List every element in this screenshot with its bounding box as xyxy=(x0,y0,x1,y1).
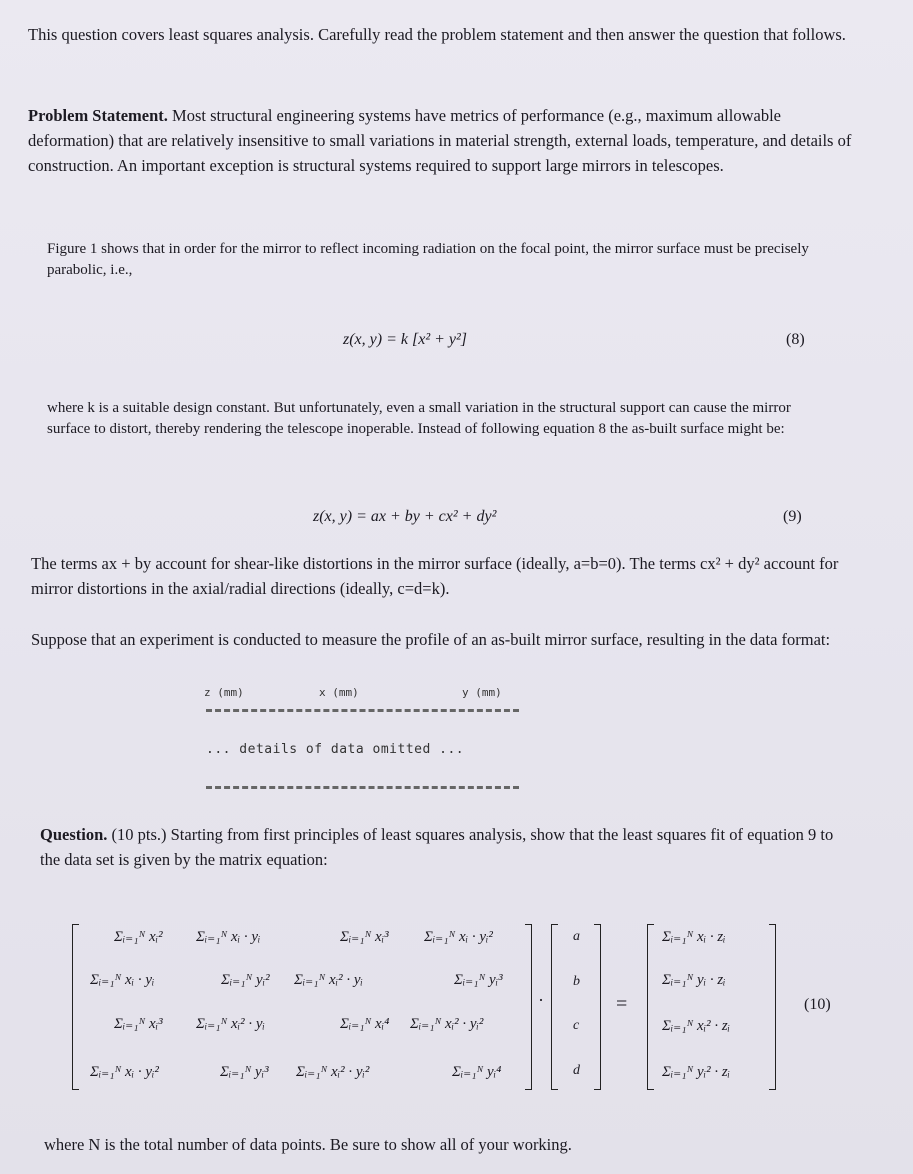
data-rule-top xyxy=(206,709,519,712)
data-col-x: x (mm) xyxy=(319,686,359,699)
footer-paragraph: where N is the total number of data points. Be sure to show all of your working. xyxy=(44,1135,572,1154)
rhs-cell: Σᵢ₌₁ᴺ xᵢ² · zᵢ xyxy=(662,1018,731,1034)
matrix-cell: Σᵢ₌₁ᴺ xᵢ⁴ xyxy=(340,1016,390,1032)
matrix-cell: Σᵢ₌₁ᴺ xᵢ · yᵢ² xyxy=(424,929,493,945)
unknown-b: b xyxy=(573,974,580,989)
equation-8: z(x, y) = k [x² + y²] xyxy=(343,331,468,348)
matrix-cell: Σᵢ₌₁ᴺ yᵢ⁴ xyxy=(452,1064,502,1080)
rhs-right-bracket xyxy=(769,924,776,1090)
matrix-cell: Σᵢ₌₁ᴺ xᵢ² · yᵢ² xyxy=(296,1064,370,1080)
problem-text: Most structural engineering systems have metrics of performance (e.g., maximum allowable deformation) that are relatively insensitive to small variations in material strength, external loads, temperature, and details of construction. An important exception is structural systems required to support large mirrors in telescopes. xyxy=(28,106,852,175)
equation-9-number: (9) xyxy=(783,508,802,525)
matrix-cell: Σᵢ₌₁ᴺ xᵢ² · yᵢ xyxy=(196,1016,265,1032)
matrix-cell: Σᵢ₌₁ᴺ yᵢ² xyxy=(221,972,270,988)
matrix-cell: Σᵢ₌₁ᴺ xᵢ² · yᵢ² xyxy=(410,1016,484,1032)
multiply-dot: · xyxy=(538,990,544,1010)
matrix-cell: Σᵢ₌₁ᴺ xᵢ · yᵢ² xyxy=(90,1064,159,1080)
rhs-left-bracket xyxy=(647,924,654,1090)
vector-left-bracket xyxy=(551,924,558,1090)
matrix-cell: Σᵢ₌₁ᴺ yᵢ³ xyxy=(454,972,503,988)
problem-label: Problem Statement. xyxy=(28,106,168,125)
equation-10-number: (10) xyxy=(804,996,831,1013)
vector-right-bracket xyxy=(594,924,601,1090)
matrix-cell: Σᵢ₌₁ᴺ xᵢ · yᵢ xyxy=(196,929,261,945)
intro-paragraph: This question covers least squares analysis. Carefully read the problem statement and then answer the question that follows. xyxy=(28,25,846,44)
unknown-d: d xyxy=(573,1063,580,1078)
figure-paragraph: Figure 1 shows that in order for the mirror to reflect incoming radiation on the focal point, the mirror surface must be precisely parabolic, i.e., xyxy=(47,241,809,278)
matrix-cell: Σᵢ₌₁ᴺ xᵢ² · yᵢ xyxy=(294,972,363,988)
data-col-y: y (mm) xyxy=(462,686,502,699)
equation-8-number: (8) xyxy=(786,331,805,348)
rhs-cell: Σᵢ₌₁ᴺ yᵢ · zᵢ xyxy=(662,972,726,988)
terms-paragraph: The terms ax + by account for shear-like distortions in the mirror surface (ideally, a=b=0). The terms cx² + dy² account for mirror distortions in the axial/radial directions (ideally, c=d=k). xyxy=(31,554,839,598)
rhs-cell: Σᵢ₌₁ᴺ xᵢ · zᵢ xyxy=(662,929,726,945)
unknown-a: a xyxy=(573,929,580,944)
question-text: (10 pts.) Starting from first principles of least squares analysis, show that the least squares fit of equation 9 to the data set is given by the matrix equation: xyxy=(40,825,834,869)
matrix-left-bracket xyxy=(72,924,79,1090)
matrix-cell: Σᵢ₌₁ᴺ xᵢ² xyxy=(114,929,163,945)
matrix-right-bracket xyxy=(525,924,532,1090)
suppose-paragraph: Suppose that an experiment is conducted to measure the profile of an as-built mirror surface, resulting in the data format: xyxy=(31,630,831,649)
matrix-cell: Σᵢ₌₁ᴺ xᵢ · yᵢ xyxy=(90,972,155,988)
question-paragraph xyxy=(40,822,850,872)
data-omitted: ... details of data omitted ... xyxy=(206,742,465,757)
matrix-cell: Σᵢ₌₁ᴺ yᵢ³ xyxy=(220,1064,269,1080)
matrix-cell: Σᵢ₌₁ᴺ xᵢ³ xyxy=(340,929,389,945)
rhs-cell: Σᵢ₌₁ᴺ yᵢ² · zᵢ xyxy=(662,1064,731,1080)
equation-9: z(x, y) = ax + by + cx² + dy² xyxy=(313,508,497,525)
data-col-z: z (mm) xyxy=(204,686,244,699)
matrix-cell: Σᵢ₌₁ᴺ xᵢ³ xyxy=(114,1016,163,1032)
equals-sign: = xyxy=(616,993,628,1015)
where-k-paragraph: where k is a suitable design constant. But unfortunately, even a small variation in the structural support can cause the mirror surface to distort, thereby rendering the telescope inoperable. Instead of following equation 8 the as-built surface might be: xyxy=(47,400,791,437)
unknown-c: c xyxy=(573,1018,580,1033)
question-label: Question. xyxy=(40,825,108,844)
problem-statement xyxy=(28,103,863,178)
data-rule-bottom xyxy=(206,786,519,789)
